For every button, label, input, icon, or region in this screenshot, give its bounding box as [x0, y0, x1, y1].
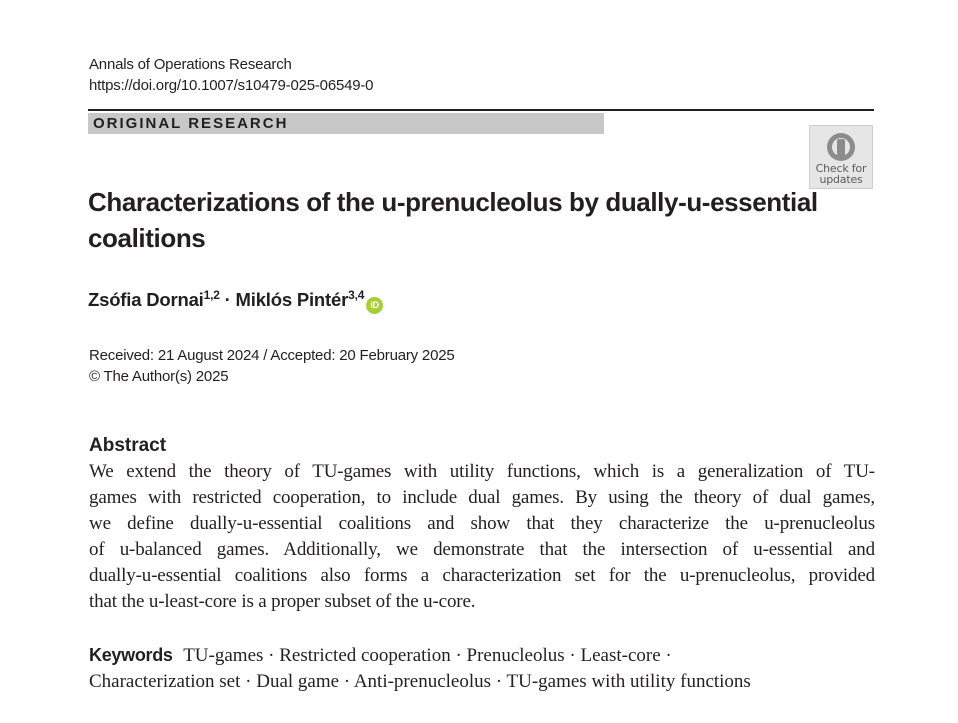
abstract-line: dually-u-essential coalitions also forms a characterization set for the u-prenucleolus, provided: [89, 565, 875, 586]
keywords-label: Keywords: [89, 645, 173, 665]
article-dates: [89, 345, 455, 387]
abstract-body: [89, 459, 875, 615]
received-accepted-dates: Received: 21 August 2024 / Accepted: 20 February 2025: [89, 347, 455, 364]
badge-line-2: updates: [819, 173, 863, 186]
keywords-line-2: Characterization set · Dual game · Anti-prenucleolus · TU-games with utility functions: [89, 671, 751, 692]
abstract-heading: Abstract: [89, 435, 167, 456]
doi-link[interactable]: https://doi.org/10.1007/s10479-025-06549-0: [89, 77, 374, 94]
author-name[interactable]: Zsófia Dornai: [88, 289, 204, 310]
author-name[interactable]: Miklós Pintér: [235, 289, 349, 310]
header-rule: [88, 109, 874, 111]
title-line-1: Characterizations of the u-prenucleolus by dually-u-essential: [88, 187, 818, 217]
journal-header: [89, 54, 373, 96]
abstract-line: we define dually-u-essential coalitions and show that they characterize the u-prenucleolus: [89, 513, 875, 534]
abstract-line: games with restricted cooperation, to include dual games. By using the theory of dual games,: [89, 487, 875, 508]
author-list: [88, 287, 383, 314]
check-for-updates-icon: [825, 131, 857, 163]
title-line-2: coalitions: [88, 223, 206, 253]
author-separator: ·: [219, 289, 236, 310]
orcid-icon[interactable]: iD: [366, 297, 383, 314]
section-label: ORIGINAL RESEARCH: [88, 113, 604, 134]
copyright-notice: © The Author(s) 2025: [89, 368, 229, 385]
affiliation-marker: 3,4: [348, 288, 365, 302]
abstract-line: that the u-least-core is a proper subset of the u-core.: [89, 591, 476, 612]
affiliation-marker: 1,2: [203, 288, 220, 302]
abstract-line: We extend the theory of TU-games with utility functions, which is a generalization of TU-: [89, 461, 875, 482]
journal-name: Annals of Operations Research: [89, 56, 292, 73]
article-title: [88, 184, 818, 256]
abstract-line: of u-balanced games. Additionally, we demonstrate that the intersection of u-essential and: [89, 539, 875, 560]
keywords-section: [89, 642, 875, 695]
keywords-line-1: TU-games · Restricted cooperation · Prenucleolus · Least-core ·: [183, 645, 672, 666]
check-for-updates-badge[interactable]: [809, 125, 873, 189]
badge-line-1: Check for: [815, 162, 867, 175]
